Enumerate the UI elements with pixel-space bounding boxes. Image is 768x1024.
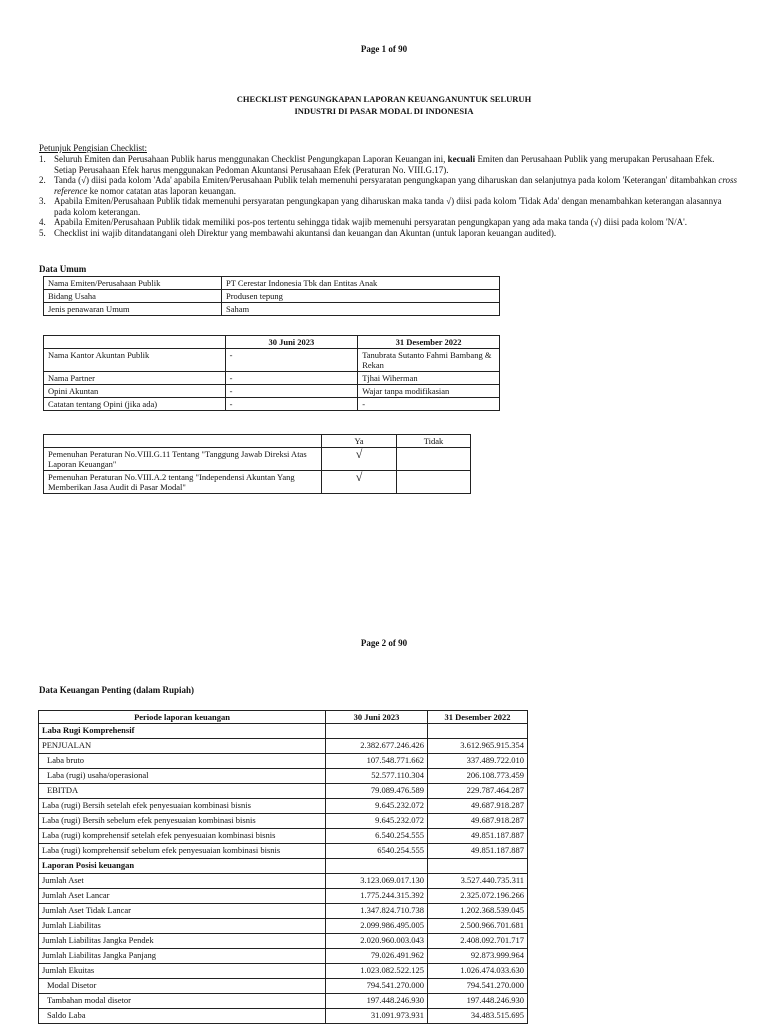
fin-value-2022: 3.612.965.915.354 [428,739,528,754]
fin-value-2023: 1.023.082.522.125 [326,964,428,979]
fin-row-label: Jumlah Liabilitas Jangka Panjang [39,949,326,964]
title-line-2: INDUSTRI DI PASAR MODAL DI INDONESIA [294,106,474,116]
compliance-ya-check: √ [322,448,397,471]
compliance-row [44,448,471,471]
fin-row [39,979,528,994]
fin-header-period: Periode laporan keuangan [39,711,326,724]
auditor-label: Nama Kantor Akuntan Publik [44,349,226,372]
fin-row-label: Laba (rugi) Bersih setelah efek penyesuaian kombinasi bisnis [39,799,326,814]
fin-row [39,739,528,754]
auditor-row [44,385,500,398]
fin-row-label: Laporan Posisi keuangan [39,859,326,874]
fin-row [39,829,528,844]
fin-value-2023: 2.020.960.003.043 [326,934,428,949]
instructions-heading: Petunjuk Pengisian Checklist: [39,143,147,153]
fin-value-2023: 3.123.069.017.130 [326,874,428,889]
general-value: PT Cerestar Indonesia Tbk dan Entitas Anak [222,277,500,290]
instruction-text-end: ke nomor catatan atas laporan keuangan. [87,185,236,196]
instruction-emphasis: cross reference [54,175,738,196]
general-row [44,277,500,290]
fin-value-2022: 49.687.918.287 [428,814,528,829]
general-row [44,290,500,303]
instruction-text: Checklist ini wajib ditandatangani oleh Direktur yang membawahi akuntansi dan keuangan dan Akuntan (untuk laporan keuangan audited). [54,227,557,238]
fin-value-2022: 2.408.092.701.717 [428,934,528,949]
fin-row [39,814,528,829]
instruction-number: 3. [39,196,46,206]
fin-value-2023: 1.347.824.710.738 [326,904,428,919]
auditor-value-2022: Tjhai Wiherman [358,372,500,385]
fin-row [39,844,528,859]
compliance-tidak-check [397,448,471,471]
auditor-header-period-2: 31 Desember 2022 [358,336,500,349]
fin-section-row [39,724,528,739]
instruction-text: Tanda (√) diisi pada kolom 'Ada' apabila Emiten/Perusahaan Publik telah memenuhi persyaratan pengungkapan yang diharuskan dan selanjutnya pada kolom 'Keterangan' ditambahkan [54,175,719,185]
fin-row-label: Tambahan modal disetor [39,994,326,1009]
fin-value-2022: 197.448.246.930 [428,994,528,1009]
fin-row-label: Jumlah Ekuitas [39,964,326,979]
compliance-label: Pemenuhan Peraturan No.VIII.A.2 tentang "Independensi Akuntan Yang Memberikan Jasa Audit di Pasar Modal" [44,471,322,494]
fin-row-label: Laba (rugi) komprehensif setelah efek penyesuaian kombinasi bisnis [39,829,326,844]
fin-value-2022: 49.687.918.287 [428,799,528,814]
fin-row [39,1009,528,1024]
instruction-text-end: Emiten dan Perusahaan Publik yang merupakan Perusahaan Efek. Setiap Perusahaan Efek harus menggunakan Pedoman Akuntansi Perusahaan Efek (Peraturan No. VIII.G.17). [54,154,715,175]
auditor-header-empty [44,336,226,349]
general-value: Saham [222,303,500,316]
instruction-text: Apabila Emiten/Perusahaan Publik tidak memiliki pos-pos tertentu sehingga tidak wajib memenuhi persyaratan pengungkapan yang ada maka tanda (√) diisi pada kolom 'N/A'. [54,217,688,227]
instruction-item [39,228,739,239]
auditor-value-2022: Tanubrata Sutanto Fahmi Bambang & Rekan [358,349,500,372]
auditor-value-2023: - [225,385,358,398]
fin-value-2022 [428,724,528,739]
fin-value-2023: 52.577.110.304 [326,769,428,784]
auditor-row [44,349,500,372]
instruction-text: Seluruh Emiten dan Perusahaan Publik harus menggunakan Checklist Pengungkapan Laporan Keuangan ini, [54,154,448,164]
fin-value-2022: 49.851.187.887 [428,844,528,859]
fin-value-2023 [326,859,428,874]
fin-value-2023: 31.091.973.931 [326,1009,428,1024]
fin-value-2023: 197.448.246.930 [326,994,428,1009]
fin-value-2022: 92.873.999.964 [428,949,528,964]
page-1-number: Page 1 of 90 [360,44,408,54]
auditor-value-2022: - [358,398,500,411]
fin-value-2022: 794.541.270.000 [428,979,528,994]
auditor-label: Catatan tentang Opini (jika ada) [44,398,226,411]
financial-data-heading: Data Keuangan Penting (dalam Rupiah) [39,685,195,695]
fin-value-2022: 2.325.072.196.266 [428,889,528,904]
auditor-value-2023: - [225,398,358,411]
fin-row [39,904,528,919]
instruction-text: Apabila Emiten/Perusahaan Publik tidak memenuhi persyaratan pengungkapan yang diharuskan maka tanda √) diisi pada kolom 'Tidak Ada' dengan menambahkan keterangan alasannya pada kolom keterangan. [54,196,722,217]
compliance-header-empty [44,435,322,448]
fin-value-2022: 34.483.515.695 [428,1009,528,1024]
fin-row-label: Laba (rugi) komprehensif sebelum efek penyesuaian kombinasi bisnis [39,844,326,859]
instruction-item [39,175,739,196]
fin-value-2022: 206.108.773.459 [428,769,528,784]
general-data-table [43,276,500,316]
instruction-emphasis: kecuali [447,154,476,164]
auditor-value-2023: - [225,372,358,385]
fin-row-label: Laba (rugi) usaha/operasional [39,769,326,784]
fin-value-2023: 794.541.270.000 [326,979,428,994]
compliance-ya-check: √ [322,471,397,494]
general-value: Produsen tepung [222,290,500,303]
compliance-row [44,471,471,494]
fin-row-label: EBITDA [39,784,326,799]
fin-value-2022: 1.026.474.033.630 [428,964,528,979]
auditor-row [44,372,500,385]
instruction-number: 5. [39,227,46,238]
auditor-value-2023: - [225,349,358,372]
fin-value-2022: 1.202.368.539.045 [428,904,528,919]
auditor-value-2022: Wajar tanpa modifikasian [358,385,500,398]
fin-row [39,949,528,964]
page-2-number: Page 2 of 90 [360,638,408,648]
fin-row-label: Saldo Laba [39,1009,326,1024]
fin-value-2023: 2.099.986.495.005 [326,919,428,934]
fin-row [39,919,528,934]
document-title [0,93,768,117]
instruction-number: 4. [39,217,46,227]
auditor-row [44,398,500,411]
data-umum-heading: Data Umum [39,264,87,274]
fin-value-2022 [428,859,528,874]
compliance-header-tidak: Tidak [397,435,471,448]
fin-row [39,934,528,949]
instruction-item [39,196,739,217]
general-label: Bidang Usaha [44,290,222,303]
fin-row [39,994,528,1009]
fin-value-2022: 337.489.722.010 [428,754,528,769]
financial-data-table [38,710,528,1024]
fin-value-2023: 1.775.244.315.392 [326,889,428,904]
auditor-header-period-1: 30 Juni 2023 [225,336,358,349]
fin-row [39,754,528,769]
fin-row-label: Laba Rugi Komprehensif [39,724,326,739]
fin-row-label: Jumlah Aset [39,874,326,889]
auditor-label: Opini Akuntan [44,385,226,398]
auditor-label: Nama Partner [44,372,226,385]
fin-value-2023 [326,724,428,739]
fin-row [39,889,528,904]
fin-value-2023: 79.026.491.962 [326,949,428,964]
fin-row-label: PENJUALAN [39,739,326,754]
fin-value-2022: 49.851.187.887 [428,829,528,844]
fin-row [39,874,528,889]
fin-value-2022: 3.527.440.735.311 [428,874,528,889]
fin-row [39,784,528,799]
fin-row-label: Laba (rugi) Bersih sebelum efek penyesuaian kombinasi bisnis [39,814,326,829]
fin-header-2023: 30 Juni 2023 [326,711,428,724]
fin-value-2022: 2.500.966.701.681 [428,919,528,934]
fin-row-label: Modal Disetor [39,979,326,994]
general-label: Nama Emiten/Perusahaan Publik [44,277,222,290]
fin-value-2023: 6540.254.555 [326,844,428,859]
fin-row-label: Jumlah Liabilitas Jangka Pendek [39,934,326,949]
fin-value-2023: 107.548.771.662 [326,754,428,769]
fin-value-2023: 79.089.476.589 [326,784,428,799]
title-line-1: CHECKLIST PENGUNGKAPAN LAPORAN KEUANGANUNTUK SELURUH [236,94,532,104]
instruction-number: 2. [39,175,46,185]
fin-row-label: Jumlah Aset Lancar [39,889,326,904]
instructions-list [39,154,739,238]
fin-value-2023: 6.540.254.555 [326,829,428,844]
fin-row [39,799,528,814]
instruction-number: 1. [39,154,46,164]
compliance-table [43,434,471,494]
fin-row-label: Jumlah Aset Tidak Lancar [39,904,326,919]
fin-row-label: Jumlah Liabilitas [39,919,326,934]
fin-value-2022: 229.787.464.287 [428,784,528,799]
fin-header-2022: 31 Desember 2022 [428,711,528,724]
fin-value-2023: 9.645.232.072 [326,799,428,814]
fin-row-label: Laba bruto [39,754,326,769]
fin-row [39,769,528,784]
fin-section-row [39,859,528,874]
compliance-label: Pemenuhan Peraturan No.VIII.G.11 Tentang "Tanggung Jawab Direksi Atas Laporan Keuangan" [44,448,322,471]
general-row [44,303,500,316]
compliance-tidak-check [397,471,471,494]
instruction-item [39,217,739,228]
fin-value-2023: 2.382.677.246.426 [326,739,428,754]
compliance-header-ya: Ya [322,435,397,448]
fin-value-2023: 9.645.232.072 [326,814,428,829]
auditor-table [43,335,500,411]
fin-row [39,964,528,979]
general-label: Jenis penawaran Umum [44,303,222,316]
instruction-item [39,154,739,175]
